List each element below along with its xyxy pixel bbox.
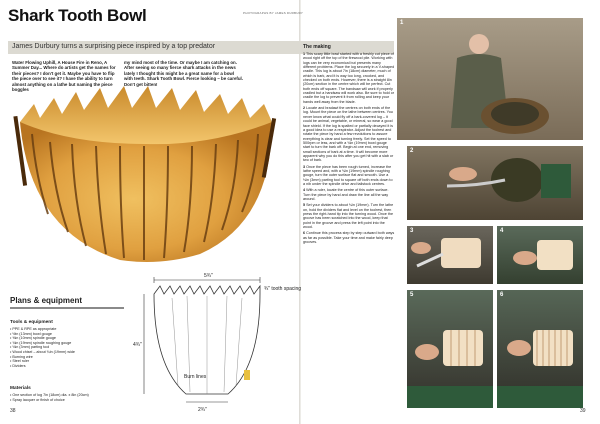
- step-text: 3 Once the piece has been rough turned, increase the lathe speed and, with a ¾in (19mm) spindle roughing gouge, turn the outer surface flat and smooth. Use a ⅛in (3mm) parting tool to square off both ends down to a nib under the spindle drive and tailstock centres.: [303, 164, 393, 186]
- plans-divider: [10, 307, 124, 309]
- spine-gutter: [299, 0, 301, 424]
- tool-item: • ¾in (19mm) spindle roughing gouge: [10, 340, 72, 345]
- tool-item: • Wood chisel – about ¾in (19mm) wide: [10, 349, 75, 354]
- burn-lines-label: Burn lines: [184, 374, 207, 380]
- material-item: • One section of log 7in (18cm) dia. x 8in (20cm): [10, 393, 89, 397]
- step-photo-5: 5: [407, 290, 493, 408]
- page-number-right: 39: [580, 408, 586, 414]
- step-text: 2 Locate and bradawl the centres on both ends of the log. Mount the piece on the lathe between centres. You never know what could fly off a bark-covered log – it could be animal, vegetable, or mineral, so wear a good face shield. If the log is spalted or partially decayed it is a good idea to use a respirator. Adjust the toolrest and rotate the piece by hand a few revolutions to assure everything is clear and turning freely. Set the speed to 500rpm or less, and with a ¾in (19mm) bowl gouge start to turn the bark off. Begin at one end, removing small sections of bark at a time. It will become more apparent why you do this after you get hit with a slab or two of bark.: [303, 106, 394, 163]
- page-number-left: 38: [10, 408, 16, 414]
- standfirst: James Durbury turns a surprising piece inspired by a top predator: [12, 43, 216, 50]
- step-photo-6: 6: [497, 290, 583, 408]
- material-item: • Spray lacquer or finish of choice: [10, 397, 65, 402]
- tooth-spacing-label: ¾" tooth spacing: [264, 286, 302, 292]
- dim-height-label: 4¾": [133, 342, 142, 348]
- bowl-photo: [10, 82, 280, 266]
- tool-item: • ½in (13mm) bowl gouge: [10, 331, 52, 336]
- tool-item: • ⅛in (3mm) parting tool: [10, 345, 50, 350]
- step-photo-1: 1: [397, 18, 583, 140]
- tool-item: • Steel ruler: [10, 359, 30, 364]
- tool-item: • ⅜in (10mm) spindle gouge: [10, 336, 56, 341]
- step-text: 4 With a ruler, locate the centre of this outer surface. Turn the piece by hand and draw the line all the way around.: [303, 188, 389, 201]
- article-title: Shark Tooth Bowl: [8, 6, 147, 25]
- plans-heading: Plans & equipment: [10, 296, 83, 305]
- intro-text-right: my mind most of the time. Or maybe I am catching on. After seeing so many fierce shark attacks in the news lately I thought this might be a great name for a bowl with teeth. Shark Tooth Bowl. Fierce looking – be careful. Don't get bitten!: [124, 60, 243, 87]
- making-heading: The making: [303, 44, 331, 50]
- tool-item: • Dividers: [10, 363, 26, 368]
- photo-credit: PHOTOGRAPHS BY JAMES DURBURY: [243, 11, 304, 15]
- intro-text-left: Water Flowing Uphill, A House Fire in Reno, A Summer Day... Where do artists get the names for their pieces? I don't get it. Maybe you have to flip the piece over to see it? I have the ability to turn almost anything on a lathe but naming the piece boggles: [12, 60, 116, 93]
- tools-heading: Tools & equipment: [10, 320, 53, 325]
- making-column: [303, 44, 395, 246]
- tools-list: [10, 327, 110, 368]
- materials-heading: Materials: [10, 386, 31, 391]
- materials-list: [10, 393, 89, 402]
- step-photo-2: 2: [407, 146, 583, 220]
- tool-item: • PPE & RPE as appropriate: [10, 327, 57, 331]
- step-photo-3: 3: [407, 226, 493, 284]
- bowl-plan-diagram: [132, 266, 302, 416]
- step-text: 1 This scary little bowl started with a freshly cut piece of wood right off the top of the firewood pile. Working with logs can be very economical but presents many different problems. Place the log securely in a V-shaped cradle. This log is about 7in (18cm) diameter, much of which is bark, and it is way too long, crooked, and checked on both ends. However, there is a straight 8in (20cm) section in the centre which will be perfect. Cut both ends off square. The bandsaw will work if properly cradled but a handsaw will work also. Be sure to hold or cradle the log to prevent it from rolling and keep your hands well away from the blade.: [303, 52, 395, 104]
- step-text: 5 Set your dividers to about ¾in (19mm). Turn the lathe on, hold the dividers flat and level on the toolrest, then press the right-hand tip into the turning wood. Once the groove has been scratched into the wood, keep that point in the groove and press the left point into the wood.: [303, 203, 394, 230]
- dim-top-label: 5¾": [204, 273, 213, 279]
- dim-base-label: 2¾": [198, 407, 207, 413]
- tool-item: • Burning wire: [10, 354, 33, 359]
- step-photo-4: 4: [497, 226, 583, 284]
- step-text: 6 Continue this process step by step outward both ways as far as possible. Take your time and make fairly deep grooves.: [303, 231, 395, 245]
